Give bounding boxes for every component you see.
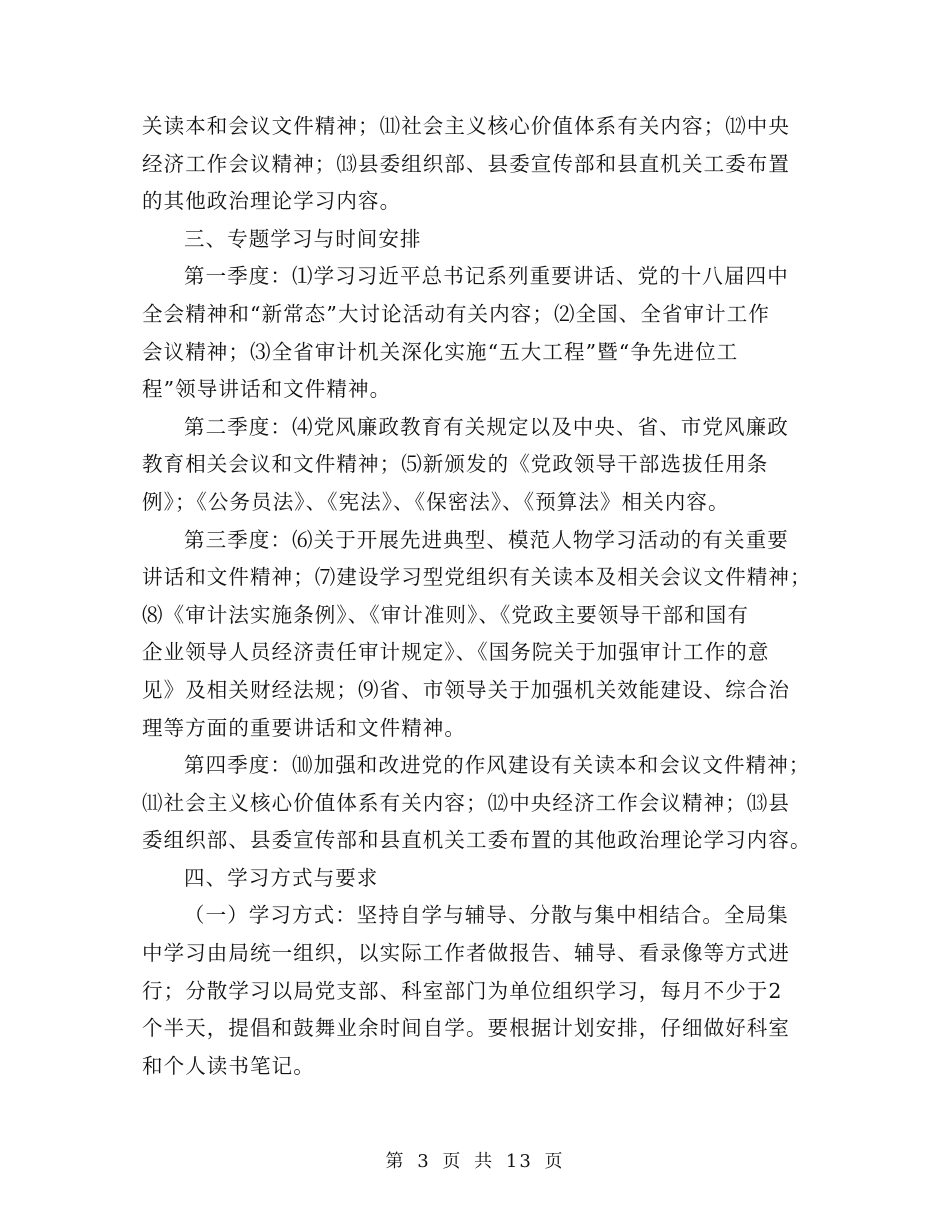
text-line: 委组织部、县委宣传部和县直机关工委布置的其他政治理论学习内容。 <box>142 828 812 853</box>
text-line: 的其他政治理论学习内容。 <box>142 189 402 214</box>
text-line: 经济工作会议精神；⒀县委组织部、县委宣传部和县直机关工委布置 <box>142 151 790 176</box>
text-line: （一）学习方式：坚持自学与辅导、分散与集中相结合。全局集 <box>184 903 789 928</box>
text-line: 企业领导人员经济责任审计规定》、《国务院关于加强审计工作的意 <box>142 640 770 665</box>
text-line: 中学习由局统一组织，以实际工作者做报告、辅导、看录像等方式进 <box>142 941 790 966</box>
text-line: 教育相关会议和文件精神；⑸新颁发的《党政领导干部选拔任用条 <box>142 452 769 477</box>
current-page-number: 3 <box>417 1151 431 1172</box>
text-line: ⑾社会主义核心价值体系有关内容；⑿中央经济工作会议精神；⒀县 <box>142 790 790 815</box>
footer-suffix: 页 <box>544 1151 565 1172</box>
text-line: 第二季度：⑷党风廉政教育有关规定以及中央、省、市党风廉政 <box>184 414 789 439</box>
text-line: ⑻《审计法实施条例》、《审计准则》、《党政主要领导干部和国有 <box>142 602 749 627</box>
text-line: 全会精神和“新常态”大讨论活动有关内容；⑵全国、全省审计工作 <box>142 301 770 326</box>
text-line: 和个人读书笔记。 <box>142 1053 315 1078</box>
text-line: 四、学习方式与要求 <box>184 865 379 890</box>
footer-prefix: 第 <box>385 1151 406 1172</box>
text-line: 行；分散学习以局党支部、科室部门为单位组织学习，每月不少于2 <box>142 978 783 1003</box>
text-line: 个半天，提倡和鼓舞业余时间自学。要根据计划安排，仔细做好科室 <box>142 1016 790 1041</box>
total-pages-number: 13 <box>505 1151 533 1172</box>
text-line: 关读本和会议文件精神；⑾社会主义核心价值体系有关内容；⑿中央 <box>142 114 790 138</box>
text-line: 程”领导讲话和文件精神。 <box>142 377 392 402</box>
text-line: 第四季度：⑽加强和改进党的作风建设有关读本和会议文件精神； <box>184 753 811 778</box>
footer-total-word: 共 <box>474 1151 495 1172</box>
text-line: 会议精神；⑶全省审计机关深化实施“五大工程”暨“争先进位工 <box>142 339 739 364</box>
document-body <box>142 108 822 1085</box>
text-line: 理等方面的重要讲话和文件精神。 <box>142 715 466 740</box>
text-line: 三、专题学习与时间安排 <box>184 226 422 251</box>
text-line: 第三季度：⑹关于开展先进典型、模范人物学习活动的有关重要 <box>184 527 789 552</box>
footer-page-word: 页 <box>442 1151 463 1172</box>
text-line: 第一季度：⑴学习习近平总书记系列重要讲话、党的十八届四中 <box>184 264 789 289</box>
text-line: 见》及相关财经法规；⑼省、市领导关于加强机关效能建设、综合治 <box>142 677 790 702</box>
page-footer <box>0 1147 950 1173</box>
text-line: 例》；《公务员法》、《宪法》、《保密法》、《预算法》相关内容。 <box>142 489 730 514</box>
text-line: 讲话和文件精神；⑺建设学习型党组织有关读本及相关会议文件精神； <box>142 565 812 590</box>
